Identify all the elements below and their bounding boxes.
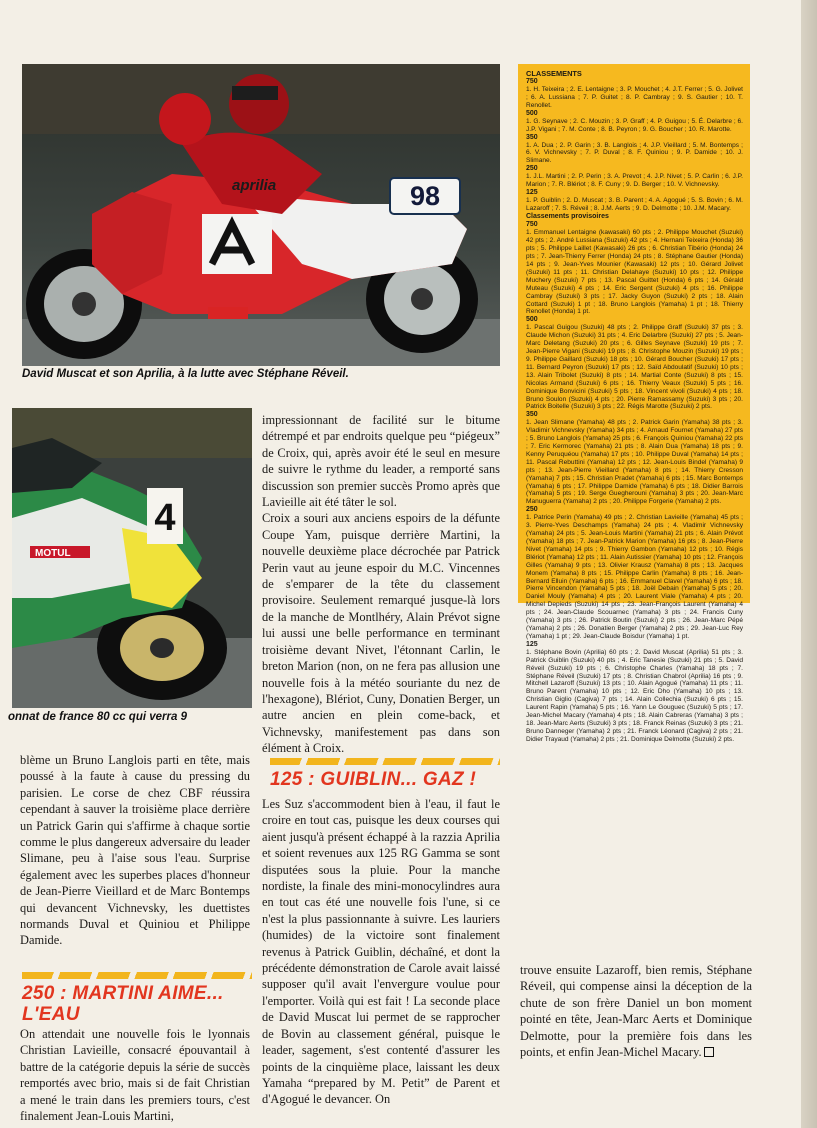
category-label: 125 [526, 640, 538, 648]
category-label: 125 [526, 189, 538, 197]
paragraph: impressionnant de facilité sur le bitume détrempé et par endroits quelque peu “piégeux” de Croix, qui, après avoir été le seul en mesure de suivre le rythme du leader, a remporté sans discussion son premier succès Promo après que Lavieille ait été tâter le sol. [262, 413, 500, 510]
article-column-right [520, 962, 752, 1060]
end-of-article-icon [704, 1047, 714, 1057]
race-photo-80cc [12, 408, 252, 708]
headline-stripe [270, 758, 500, 765]
category-label: 350 [526, 411, 538, 419]
page-edge [801, 0, 817, 1128]
paragraph-text: trouve ensuite Lazaroff, bien remis, Stéphane Réveil, qui compense ainsi la déception de la chute de son frère Daniel un bon moment pointé en tête, Jean-Marc Aerts et Dominique Delmotte, pour la première fois dans les points, et enfin Jean-Michel Macary. [520, 963, 752, 1060]
paragraph: blème un Bruno Langlois parti en tête, mais poussé à la faute à cause du pressing du parisien. Le corse de chez CBF réussira cependant à sauver la troisième place derrière un Patrick Garin qui s'affirme à chaque sortie comme le plus dangereux adversaire du leader Slimane, peu à l'aise sous l'eau. Surprise également avec les superbes places d'honneur de Jean-Pierre Vieillard et de Marc Bontemps qui devancent Vichnevsky, les duettistes normands Duval et Quiniou et Philippe Damide. [20, 753, 250, 948]
results-text: 1. H. Teixeira ; 2. E. Lentaigne ; 3. P. Mouchet ; 4. J.T. Ferrer ; 5. G. Jolivet ; 6. A. Lussiana ; 7. P. Guitet ; 8. P. Cambray ; 9. S. Gautier ; 10. T. Renollet. [526, 86, 743, 109]
category-label: 750 [526, 78, 538, 85]
aprilia-logo: aprilia [232, 177, 277, 194]
photo-caption-top: David Muscat et son Aprilia, à la lutte avec Stéphane Réveil. [22, 368, 349, 380]
results-sidebar [518, 64, 750, 743]
article-column-left [20, 752, 250, 949]
motorcycle-illustration [22, 64, 500, 366]
category-label: 500 [526, 109, 538, 117]
results-text: 1. P. Guiblin ; 2. D. Muscat ; 3. B. Parent ; 4. A. Agogué ; 5. S. Bovin ; 6. M. Lazaroff ; 7. S. Réveil ; 8. J.M. Aerts ; 9. D. Delmotte ; 10. J.M. Macary. [526, 197, 743, 212]
headline-250: 250 : MARTINI AIME... L'EAU [22, 983, 224, 1025]
race-photo-aprilia [22, 64, 500, 366]
section-head-250 [22, 972, 252, 1025]
results-text: 1. A. Dua ; 2. P. Garin ; 3. B. Langlois ; 4. J.P. Vieillard ; 5. M. Bontemps ; 6. V. Vichnevsky ; 7. P. Duval ; 8. F. Quiniou ; 9. P. Damide ; 10. J. Slimane. [526, 141, 743, 165]
paragraph [520, 962, 752, 1060]
article-column-mid-top [262, 412, 500, 757]
paragraph: Croix a souri aux anciens espoirs de la défunte Coupe Yam, puisque derrière Martini, la nouvelle deuxième place décrochée par Patrick Perin vaut au jeune espoir du M.C. Vincennes de s'emparer de la tête du classement provisoire. Seulement remarqué jusque-là lors de la manche de Montlhéry, Alain Prévot signe lui aussi une belle performance en terminant troisième devant Nivet, l'étonnant Carlin, le breton Marion (non, on ne fera pas allusion une nouvelle fois à la météo souriante du nez de l'hexagone), Blériot, Cuny, Donatien Berger, un autre ancien en plein come-back, et Vichnevsky, manifestement pas dans son élément à Croix. [262, 511, 500, 756]
standings-text: 1. Patrice Perin (Yamaha) 49 pts ; 2. Christian Lavieille (Yamaha) 45 pts ; 3. Pierre-Yves Deschamps (Yamaha) 24 pts ; 4. Vladimir Vichnevsky (Yamaha) 24 pts ; 5. Jean-Louis Martini (Yamaha) 21 pts ; 6. Alain Prévot (Yamaha) 18 pts ; 7. Jean-Patrick Marion (Yamaha) 16 pts ; 8. Jean-Pierre Nivet (Yamaha) 14 pts ; 9. Thierry Gambon (Yamaha) 12 pts ; 10. Régis Blériot (Yamaha) 12 pts ; 11. Alain Autissier (Yamaha) 10 pts ; 12. François Gilles (Yamaha) 9 pts ; 13. Olivier Krausz (Yamaha) 8 pts ; 13. Jacques Monem (Yamaha) 8 pts ; 15. Philippe Carlin (Yamaha) 8 pts ; 16. Jean-Bernard Elluin (Yamaha) 6 pts ; 16. Emmanuel Clavel (Yamaha) 6 pts ; 18. Pierre Vincendon (Yamaha) 5 pts ; 18. Joël Debain (Yamaha) 5 pts ; 20. Daniel Mouly (Yamaha) 4 pts ; 20. Laurent Viale (Yamaha) 4 pts ; 20. Michel Depieds (Suzuki) 14 pts ; 23. Jean-François Laurent (Yamaha) 4 pts ; 24. Jean-Claude Scouarnec (Yamaha) 3 pts ; 24. Francis Cuny (Yamaha) 3 pts ; 26. Patrick Boutin (Suzuki) 2 pts ; 26. Jean-Marc Pépé (Yamaha) 2 pts ; 26. Donatien Berger (Yamaha) 2 pts ; 29. Jean-Luc Rey (Yamaha) 1 pt ; 29. Jean-Claude Boisdur (Yamaha) 1 pt. [526, 514, 743, 640]
bike-number-98: 98 [409, 181, 441, 211]
category-label: 500 [526, 316, 538, 324]
article-column-mid [262, 796, 500, 1108]
category-label: 350 [526, 133, 538, 141]
section-head-125 [270, 758, 500, 790]
paragraph: Les Suz s'accommodent bien à l'eau, il faut le croire en tout cas, puisque les deux courses qui aient jusqu'à présent échappé à la razzia Aprilia et soient revenues aux 125 RG Gamma se sont disputées sous la pluie. Pour la manche nordiste, la finale des mini-monocylindres aura en tout cas été une nouvelle fois l'une, si ce n'est la plus passionnante à suivre. Les lauriers (humides) de la victoire sont finalement revenus à Patrick Guiblin, déchaîné, et dont la précédente démonstration de Carole avait laissé supposer qu'il avait l'envergure voulue pour l'emporter. Voilà qui est fait ! La seconde place de David Muscat lui permet de se rapprocher de Bovin au classement général, puisque le leader, sagement, s'est contenté d'assurer les points de la cinquième place, laissant les deux Yamaha “prepared by M. Petit” de Parent et d'Agogué le devancer. On [262, 797, 500, 1107]
category-label: 750 [526, 221, 538, 229]
motul-logo: MOTUL [35, 548, 71, 559]
article-column-left-bottom [20, 1026, 250, 1124]
standings-text: 1. Pascal Guigou (Suzuki) 48 pts ; 2. Philippe Graff (Suzuki) 37 pts ; 3. Claude Michon (Suzuki) 31 pts ; 4. Eric Delarbre (Suzuki) 27 pts ; 5. Jean-Marc Deletang (Suzuki) 20 pts ; 6. Gilles Seynave (Suzuki) 19 pts ; 7. Jean-Pierre Vigani (Suzuki) 19 pts ; 8. Christophe Mouzin (Suzuki) 19 pts ; 9. Philippe Gaillard (Suzuki) 18 pts ; 10. Gérard Boucher (Suzuki) 17 pts ; 11. Bernard Peyron (Suzuki) 17 pts ; 12. Saïd Abdoulatif (Suzuki) 10 pts ; 13. Alain Tribolet (Suzuki) 8 pts ; 14. Martial Conte (Suzuki) 8 pts ; 15. Nicolas Armand (Suzuki) 6 pts ; 16. Thierry Veaux (Suzuki) 5 pts ; 16. Dominique Bonvicini (Suzuki) 5 pts ; 18. Vincent vivoli (Suzuki) 4 pts ; 18. Bruno Soulon (Suzuki) 4 pts ; 20. Pierre Ramassamy (Suzuki) 3 pts ; 20. Patrick Boitelle (Suzuki) 3 pts ; 22. Régis Marotte (Suzuki) 2 pts. [526, 324, 743, 411]
bike-number-4: 4 [154, 497, 176, 539]
headline-125: 125 : GUIBLIN... GAZ ! [270, 769, 477, 790]
results-text: 1. G. Seynave ; 2. C. Mouzin ; 3. P. Graff ; 4. P. Guigou ; 5. É. Delarbre ; 6. J.P. Vigani ; 7. M. Conte ; 8. B. Peyron ; 9. G. Boucher ; 10. R. Marotte. [526, 117, 743, 133]
category-label: 250 [526, 165, 538, 173]
motorcycle-illustration-2 [12, 408, 252, 708]
results-text: 1. J.L. Martini ; 2. P. Perin ; 3. A. Prevot ; 4. J.P. Nivet ; 5. P. Carlin ; 6. J.P. Marion ; 7. R. Blériot ; 8. F. Cuny ; 9. D. Berger ; 10. V. Vichnevsky. [526, 173, 743, 189]
sidebar-title: CLASSEMENTS [526, 69, 582, 78]
photo-caption-left: onnat de france 80 cc qui verra 9 [8, 711, 187, 723]
category-label: 250 [526, 506, 538, 514]
standings-text: 1. Jean Slimane (Yamaha) 48 pts ; 2. Patrick Garin (Yamaha) 38 pts ; 3. Vladimir Vichnevsky (Yamaha) 34 pts ; 4. Arnaud Fournet (Yamaha) 27 pts ; 5. Bruno Langlois (Yamaha) 25 pts ; 6. François Quiniou (Yamaha) 22 pts ; 7. Eric Kermorec (Yamaha) 21 pts ; 8. Alain Dua (Yamaha) 18 pts ; 9. Kenny Peruquéou (Yamaha) 17 pts ; 10. Philippe Duval (Yamaha) 14 pts ; 11. Pascal Rebuttini (Yamaha) 12 pts ; 12. Jean-Louis Bindel (Yamaha) 9 pts ; 13. Jean-Pierre Vieillard (Yamaha) 8 pts ; 14. Thierry Cresson (Yamaha) 7 pts ; 15. Christian Pradet (Yamaha) 6 pts ; 15. Marc Bontemps (Yamaha) 6 pts ; 17. Philippe Damide (Yamaha) 6 pts ; 18. Didier Barrois (Yamaha) 5 pts ; 19. Serge Guegherouni (Yamaha) 3 pts ; 20. Jean-Marc Manuguerra (Yamaha) 2 pts ; 20. Philippe Forgerie (Yamaha) 2 pts. [526, 419, 743, 506]
headline-stripe [22, 972, 252, 979]
sidebar-subtitle: Classements provisoires [526, 212, 609, 220]
standings-text: 1. Stéphane Bovin (Aprilia) 60 pts ; 2. David Muscat (Aprilia) 51 pts ; 3. Patrick Guiblin (Suzuki) 40 pts ; 4. Eric Tanesie (Suzuki) 21 pts ; 5. David Réveil (Suzuki) 19 pts ; 6. Christophe Charles (Yamaha) 18 pts ; 7. Stéphane Réveil (Suzuki) 17 pts ; 8. Christian Chabrol (Aprilia) 16 pts ; 9. Mitchell Lazaroff (Suzuki) 13 pts ; 10. Alain Agogué (Yamaha) 11 pts ; 11. Bruno Parent (Yamaha) 10 pts ; 12. Eric Dho (Yamaha) 10 pts ; 13. Christian Giglio (Cagiva) 7 pts ; 14. Alain Collechia (Suzuki) 6 pts ; 15. Laurent Rapin (Yamaha) 5 pts ; 16. Yann Le Gouguec (Suzuki) 5 pts ; 17. Jean-Michel Macary (Yamaha) 4 pts ; 18. Alain Cabreras (Yamaha) 3 pts ; 18. Jean-Marc Aerts (Suzuki) 3 pts ; 18. Franck Reinas (Suzuki) 3 pts ; 21. Bruno Danneger (Yamaha) 2 pts ; 21. Franck Léonard (Cagiva) 2 pts ; 21. Didier Trayaud (Yamaha) 2 pts ; 21. Dominique Delmotte (Suzuki) 2 pts. [526, 648, 743, 743]
standings-text: 1. Emmanuel Lentaigne (kawasaki) 60 pts ; 2. Philippe Mouchet (Suzuki) 42 pts ; 2. André Lussiana (Suzuki) 42 pts ; 4. Hernani Teixeira (Honda) 36 pts ; 5. Philippe Laillet (Kawasaki) 26 pts ; 6. Christian Tibério (Honda) 24 pts ; 7. Jean-Thierry Ferrer (Honda) 24 pts ; 8. Stéphane Gautier (Honda) 14 pts ; 9. Jean-Yves Mounier (Kawasaki) 12 pts ; 10. Gérard Jolivet (Suzuki) 11 pts ; 11. Christian Delahaye (Suzuki) 10 pts ; 12. Philippe Muchery (Suzuki) 7 pts ; 13. Pascal Guittet (Honda) 6 pts ; 14. Gérald Muteau (Suzuki) 4 pts ; 14. Eric Sergent (Suzuki) 4 pts ; 16. Philippe Cambray (Suzuki) 3 pts ; 17. Jacky Guyon (Suzuki) 2 pts ; 18. Alain Cottard (Suzuki) 1 pt ; 18. Bruno Langlois (Yamaha) 1 pt ; 18. Thierry Renollet (Honda) 1 pt. [526, 229, 743, 316]
paragraph: On attendait une nouvelle fois le lyonnais Christian Lavieille, consacré épouvantail à battre de la catégorie depuis la série de succès remportés avec brio, mais si de fait Christian a mené le train dans les premiers tours, c'est finalement Jean-Louis Martini, [20, 1027, 250, 1124]
